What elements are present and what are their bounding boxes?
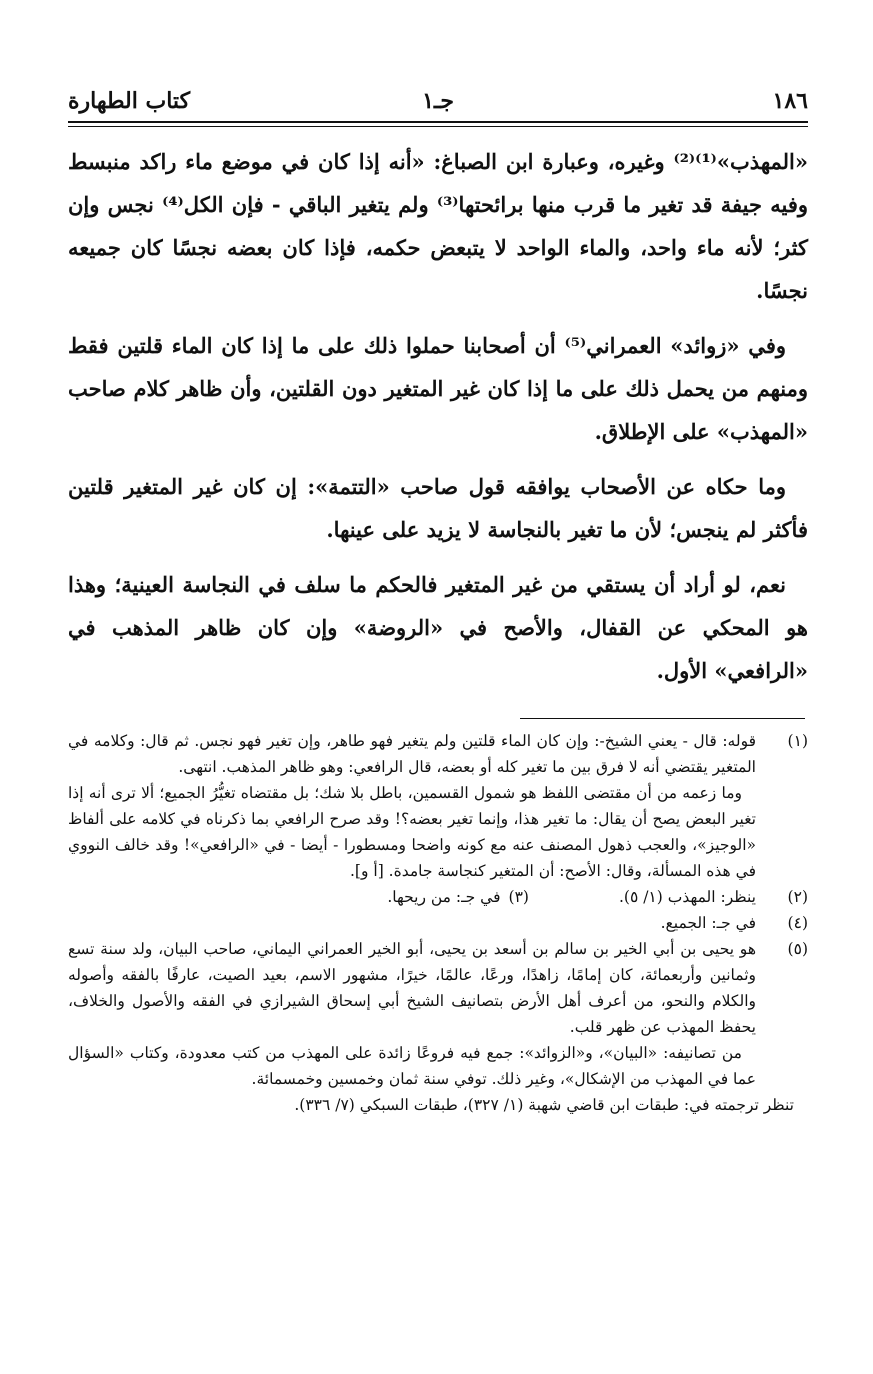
footnote-2-3 bbox=[68, 884, 808, 910]
footnote-4-text: في جـ: الجميع. bbox=[660, 914, 756, 932]
footnote-body bbox=[68, 910, 756, 936]
page-number: ١٨٦ bbox=[772, 88, 808, 114]
volume-label: جـ١ bbox=[422, 88, 454, 114]
footnote-4 bbox=[68, 910, 808, 936]
footnote-number: (٣) bbox=[508, 888, 529, 906]
footnote-5-paragraph-2: من تصانيفه: «البيان»، و«الزوائد»: جمع فيه فروعًا زائدة على المهذب من كتب معدودة، وكتاب «السؤال عما في المهذب من الإشكال»، وغير ذلك. توفي سنة ثمان وخمسين وخمسمائة. bbox=[68, 1044, 756, 1088]
header-rule-thick bbox=[68, 121, 808, 123]
footnote-1 bbox=[68, 728, 808, 884]
footnote-number: (١) bbox=[787, 732, 808, 750]
footnote-5-paragraph-1: هو يحيى بن أبي الخير بن سالم بن أسعد بن يحيى، أبو الخير العمراني اليماني، صاحب البيان، ولد سنة تسع وثمانين وأربعمائة، كان إمامًا، زاهدًا، ورعًا، عالمًا، خيرًا، مشهور الاسم، بعيد الصيت، عارفًا بالفقه وأصوله والكلام والنحو، من أعرف أهل الأرض بتصانيف الشيخ أبي إسحاق الشيرازي في الفقه والأصول والخلاف، يحفظ المهذب عن ظهر قلب. bbox=[68, 940, 756, 1036]
running-header bbox=[68, 84, 808, 120]
main-text bbox=[68, 140, 808, 704]
footnote-1-paragraph-2: وما زعمه من أن مقتضى اللفظ هو شمول القسمين، باطل بلا شك؛ بل مقتضاه تغيُّرُ الجميع؛ ألا ترى أنه إذا تغير البعض يصح أن يقال: ما تغير هذا، وإنما تغير بعضه؟! وقد صرح الرافعي بما ذكرناه في كلامه على ألفاظ «الوجيز»، والعجب ذهول المصنف عنه مع كونه واضحا ومسطورا - أيضا - في «الرافعي»! وقد خالف النووي في هذه المسألة، وقال: الأصح: أن المتغير كنجاسة جامدة. [أ و]. bbox=[68, 784, 756, 880]
footnote-number: (٥) bbox=[787, 940, 808, 958]
footnote-5 bbox=[68, 936, 808, 1092]
footnote-3-text: في جـ: من ريحها. bbox=[387, 888, 501, 906]
footnotes bbox=[68, 728, 808, 1118]
footnote-2-text: ينظر: المهذب (١/ ٥). bbox=[618, 888, 756, 906]
main-paragraph-4: نعم، لو أراد أن يستقي من غير المتغير فالحكم ما سلف في النجاسة العينية؛ وهذا هو المحكي عن القفال، والأصح في «الروضة» وإن كان ظاهر المذهب في «الرافعي» الأول. bbox=[68, 572, 808, 683]
main-paragraph-1: «المهذب»⁽¹⁾⁽²⁾ وغيره، وعبارة ابن الصباغ: «أنه إذا كان في موضع ماء راكد منبسط وفيه جيفة قد تغير ما قرب منها برائحتها⁽³⁾ ولم يتغير الباقي - فإن الكل⁽⁴⁾ نجس وإن كثر؛ لأنه ماء واحد، والماء الواحد لا يتبعض حكمه، فإذا كان بعضه نجسًا كان جميعه نجسًا. bbox=[68, 149, 809, 303]
footnote-body bbox=[68, 884, 756, 910]
footnote-number: (٤) bbox=[787, 914, 808, 932]
header-rule-thin bbox=[68, 126, 808, 127]
main-paragraph-2: وفي «زوائد» العمراني⁽⁵⁾ أن أصحابنا حملوا ذلك على ما إذا كان الماء قلتين فقط ومنهم من يحمل ذلك على ما إذا كان غير المتغير دون القلتين، وأن ظاهر كلام صاحب «المهذب» على الإطلاق. bbox=[68, 333, 808, 444]
footnote-1-paragraph-1: قوله: قال - يعني الشيخ-: وإن كان الماء قلتين ولم يتغير فهو طاهر، وإن تغير فهو نجس. ثم قال: وكلامه في المتغير يقتضي أنه لا فرق بين ما تغير كله أو بعضه، قال الرافعي: وهو ظاهر المذهب. انتهى. bbox=[68, 732, 756, 776]
footnote-body bbox=[68, 728, 756, 884]
main-paragraph-3: وما حكاه عن الأصحاب يوافقه قول صاحب «التتمة»: إن كان غير المتغير قلتين فأكثر لم ينجس؛ لأن ما تغير بالنجاسة لا يزيد على عينها. bbox=[68, 474, 808, 542]
footnote-separator bbox=[520, 718, 805, 719]
footnote-number: (٢) bbox=[787, 888, 808, 906]
footnote-body bbox=[68, 936, 756, 1092]
book-title: كتاب الطهارة bbox=[68, 88, 191, 114]
footnote-5-references: تنظر ترجمته في: طبقات ابن قاضي شهبة (١/ ٣٢٧)، طبقات السبكي (٧/ ٣٣٦). bbox=[294, 1096, 794, 1114]
